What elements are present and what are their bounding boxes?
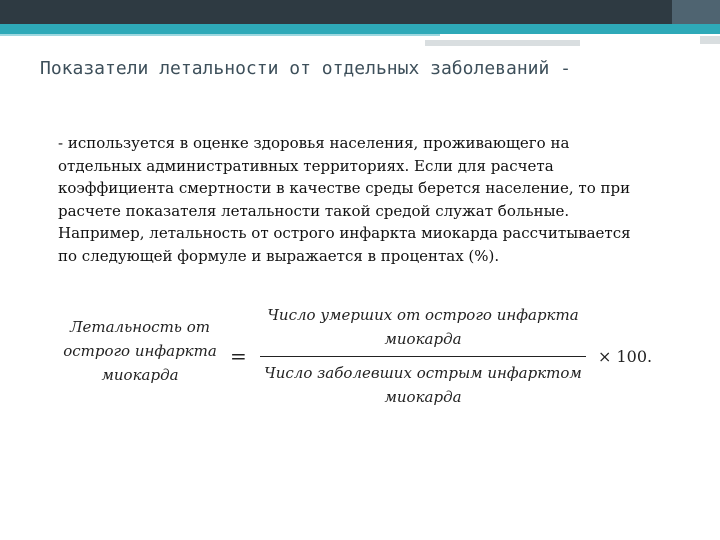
lethality-formula bbox=[60, 298, 680, 418]
body-line: расчете показателя летальности такой средой служат больные. bbox=[58, 201, 570, 220]
denominator-line: Число заболевших острым инфарктом bbox=[264, 364, 582, 382]
multiplier: × 100. bbox=[598, 347, 653, 366]
body-line: - используется в оценке здоровья населения, проживающего на bbox=[58, 134, 570, 152]
formula-lhs-line: острого инфаркта bbox=[63, 342, 217, 360]
body-line: отдельных административных территориях. Если для расчета bbox=[58, 156, 554, 175]
numerator-line: Число умерших от острого инфаркта bbox=[267, 306, 579, 324]
body-line: коэффициента смертности в качестве среды берется население, то при bbox=[58, 179, 631, 197]
header-bar bbox=[0, 0, 720, 24]
accent-rule-light bbox=[0, 34, 440, 36]
decor-strip-right bbox=[700, 36, 720, 44]
body-line: по следующей формуле и выражается в процентах (%). bbox=[58, 246, 500, 265]
body-line: Например, летальность от острого инфаркта миокарда рассчитывается bbox=[58, 224, 631, 242]
formula-lhs-line: миокарда bbox=[101, 366, 179, 384]
denominator-line: миокарда bbox=[384, 388, 462, 406]
equals-sign: = bbox=[230, 344, 247, 368]
body-paragraph bbox=[58, 132, 708, 267]
slide-title: Показатели летальности от отдельных заболеваний - bbox=[40, 58, 572, 79]
formula-lhs-line: Летальность от bbox=[69, 318, 210, 336]
numerator-line: миокарда bbox=[384, 330, 462, 348]
header-bar-accent bbox=[672, 0, 720, 24]
decor-strip bbox=[425, 40, 580, 46]
fraction-bar bbox=[260, 356, 586, 357]
accent-rule bbox=[0, 24, 720, 34]
